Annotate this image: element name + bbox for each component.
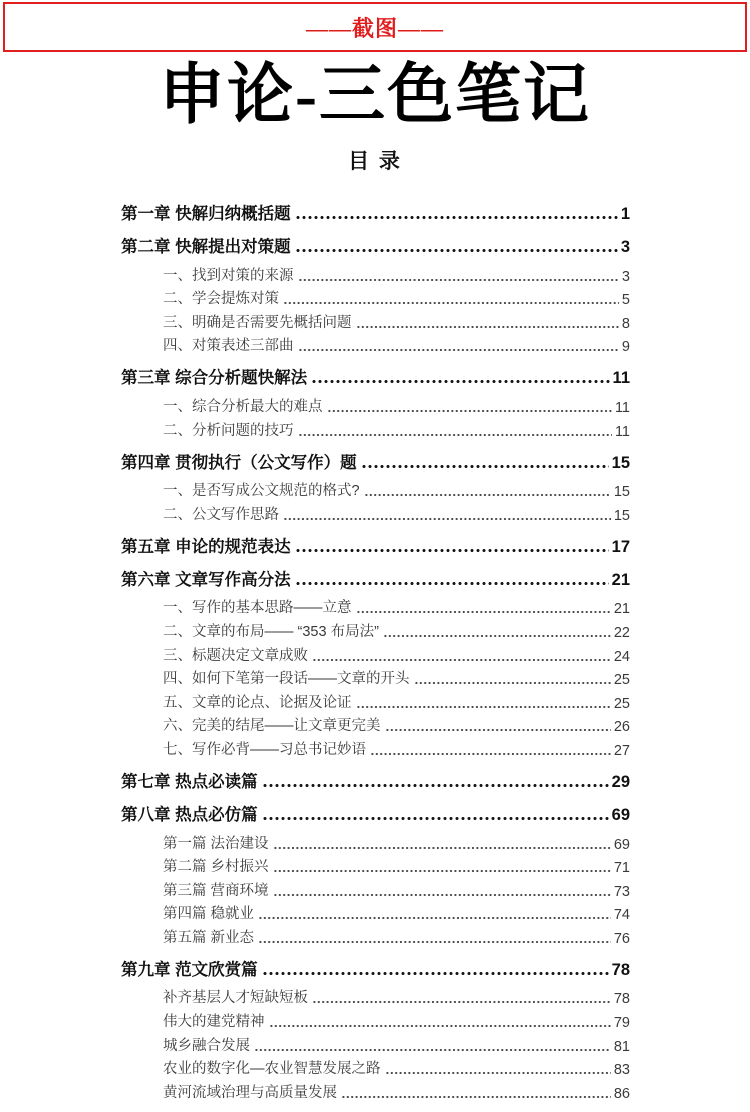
dot-leader [342, 1095, 611, 1099]
toc-entry-page: 3 [620, 238, 630, 256]
toc-entry-label: 第一篇 法治建设 [163, 835, 269, 852]
dot-leader [357, 325, 619, 329]
toc-entry-page: 15 [611, 453, 630, 472]
toc-entry-label: 补齐基层人才短缺短板 [163, 990, 308, 1007]
toc-entry-label: 黄河流域治理与高质量发展 [163, 1084, 337, 1101]
toc-entry-page: 78 [613, 991, 630, 1008]
toc-entry-label: 第一章 快解归纳概括题 [121, 205, 291, 223]
toc-entry-page: 79 [613, 1015, 630, 1032]
toc-entry-page: 83 [613, 1062, 630, 1079]
dot-leader [384, 634, 611, 638]
toc-entry-page: 86 [613, 1085, 630, 1102]
toc-entry-label: 第七章 热点必读篇 [121, 772, 258, 791]
toc-entry-page: 11 [614, 423, 630, 440]
toc-entry [121, 900, 630, 924]
toc-entry-page: 69 [613, 836, 630, 853]
toc-entry [121, 308, 630, 332]
toc-entry [121, 594, 630, 618]
dot-leader [328, 409, 612, 413]
toc-entry-label: 二、分析问题的技巧 [163, 422, 294, 439]
toc-entry [121, 853, 630, 877]
toc-entry-label: 一、综合分析最大的难点 [163, 398, 323, 415]
toc-entry-page: 76 [613, 930, 630, 947]
toc-entry [121, 665, 630, 689]
toc-entry-label: 第五章 申论的规范表达 [121, 537, 291, 556]
toc-heading: 目 录 [348, 150, 402, 173]
toc-entry-page: 69 [611, 805, 630, 824]
toc-entry-page: 27 [613, 742, 630, 759]
toc-entry-label: 城乡融合发展 [163, 1037, 250, 1054]
dot-leader [263, 971, 609, 976]
toc-entry-page: 15 [613, 484, 630, 501]
toc-entry-label: 六、完美的结尾——让文章更完美 [163, 718, 381, 735]
toc-entry-page: 22 [613, 624, 630, 641]
toc-entry-label: 第二章 快解提出对策题 [121, 238, 291, 256]
dot-leader [312, 379, 609, 384]
toc-entry [121, 1007, 630, 1031]
dot-leader [386, 1071, 611, 1075]
toc-entry [121, 641, 630, 665]
toc-entry-label: 一、写作的基本思路——立意 [163, 600, 352, 617]
toc-entry [121, 801, 630, 825]
toc-entry-page: 5 [621, 292, 630, 309]
toc-entry-page: 73 [613, 883, 630, 900]
toc-entry-label: 第五篇 新业态 [163, 929, 255, 946]
toc-entry-page: 29 [611, 772, 630, 791]
toc-entry-label: 一、是否写成公文规范的格式? [163, 483, 360, 500]
toc-entry-page: 74 [613, 907, 630, 924]
toc-entry [121, 984, 630, 1008]
toc-entry [121, 712, 630, 736]
toc-entry-label: 第六章 文章写作高分法 [121, 570, 291, 589]
toc-entry [121, 200, 630, 224]
dot-leader [365, 493, 611, 497]
dot-leader [274, 846, 611, 850]
dot-leader [357, 610, 611, 614]
dot-leader [296, 548, 609, 553]
toc-entry [121, 477, 630, 501]
dot-leader [299, 278, 619, 282]
toc-entry-page: 1 [620, 205, 630, 223]
toc-entry-label: 四、如何下笔第一段话——文章的开头 [163, 671, 410, 688]
toc-entry-page: 11 [614, 399, 630, 416]
toc-entry [121, 416, 630, 440]
toc-entry-label: 五、文章的论点、论据及论证 [163, 694, 352, 711]
toc-entry-page: 17 [611, 537, 630, 556]
toc-entry-page: 78 [611, 960, 630, 979]
dot-leader [284, 301, 619, 305]
toc-entry [121, 261, 630, 285]
toc-list [121, 191, 630, 1102]
dot-leader [299, 433, 612, 437]
toc-entry [121, 876, 630, 900]
dot-leader [415, 681, 611, 685]
toc-entry [121, 1078, 630, 1102]
toc-entry-label: 第三篇 营商环境 [163, 882, 269, 899]
toc-entry [121, 1055, 630, 1079]
toc-entry-page: 15 [613, 507, 630, 524]
toc-entry [121, 533, 630, 557]
dot-leader [357, 705, 611, 709]
dot-leader [386, 728, 611, 732]
dot-leader [296, 581, 609, 586]
toc-entry [121, 1031, 630, 1055]
toc-entry-label: 第二篇 乡村振兴 [163, 859, 269, 876]
toc-entry-label: 农业的数字化—农业智慧发展之路 [163, 1061, 381, 1078]
document-title: 申论-三色笔记 [159, 59, 591, 132]
toc-entry-label: 七、写作必背——习总书记妙语 [163, 741, 366, 758]
toc-entry-page: 26 [613, 719, 630, 736]
toc-entry-label: 第四章 贯彻执行（公文写作）题 [121, 453, 357, 472]
dot-leader [371, 752, 611, 756]
toc-entry [121, 923, 630, 947]
dot-leader [362, 464, 609, 469]
dot-leader [313, 658, 611, 662]
toc-entry-page: 25 [613, 695, 630, 712]
toc-entry [121, 617, 630, 641]
toc-entry [121, 735, 630, 759]
screenshot-banner [3, 2, 747, 52]
toc-entry [121, 364, 630, 388]
toc-entry [121, 688, 630, 712]
toc-entry [121, 332, 630, 356]
dot-leader [313, 1000, 611, 1004]
toc-entry [121, 285, 630, 309]
toc-entry-page: 24 [613, 648, 630, 665]
toc-entry-label: 一、找到对策的来源 [163, 267, 294, 284]
dot-leader [296, 248, 618, 253]
toc-entry-page: 8 [621, 315, 630, 332]
toc-entry-page: 25 [613, 672, 630, 689]
toc-entry-label: 第四篇 稳就业 [163, 906, 255, 923]
toc-entry [121, 956, 630, 980]
dot-leader [259, 940, 611, 944]
toc-entry-label: 第九章 范文欣赏篇 [121, 960, 258, 979]
toc-entry-label: 第三章 综合分析题快解法 [121, 369, 308, 388]
toc-entry-label: 二、文章的布局—— “353 布局法” [163, 623, 379, 640]
toc-entry [121, 392, 630, 416]
dot-leader [274, 869, 611, 873]
toc-entry-page: 71 [613, 860, 630, 877]
dot-leader [284, 517, 611, 521]
toc-entry-label: 三、标题决定文章成败 [163, 647, 308, 664]
dot-leader [299, 348, 619, 352]
toc-entry-page: 11 [612, 369, 630, 388]
toc-entry-label: 二、公文写作思路 [163, 506, 279, 523]
dot-leader [263, 816, 609, 821]
screenshot-banner-label: ——截图—— [305, 15, 444, 41]
toc-entry-page: 3 [621, 268, 630, 285]
dot-leader [270, 1024, 611, 1028]
toc-entry-label: 二、学会提炼对策 [163, 291, 279, 308]
toc-entry-page: 9 [621, 339, 630, 356]
toc-entry [121, 233, 630, 257]
dot-leader [274, 893, 611, 897]
toc-entry-page: 81 [613, 1038, 630, 1055]
toc-entry-label: 四、对策表述三部曲 [163, 338, 294, 355]
toc-entry [121, 829, 630, 853]
toc-entry [121, 449, 630, 473]
toc-entry-label: 伟大的建党精神 [163, 1014, 265, 1031]
toc-entry-page: 21 [611, 570, 630, 589]
dot-leader [296, 215, 618, 220]
toc-entry-label: 三、明确是否需要先概括问题 [163, 314, 352, 331]
dot-leader [263, 783, 609, 788]
dot-leader [259, 916, 611, 920]
toc-entry-label: 第八章 热点必仿篇 [121, 805, 258, 824]
dot-leader [255, 1048, 611, 1052]
toc-entry-page: 21 [613, 601, 630, 618]
toc-entry [121, 768, 630, 792]
toc-entry [121, 500, 630, 524]
toc-entry [121, 566, 630, 590]
